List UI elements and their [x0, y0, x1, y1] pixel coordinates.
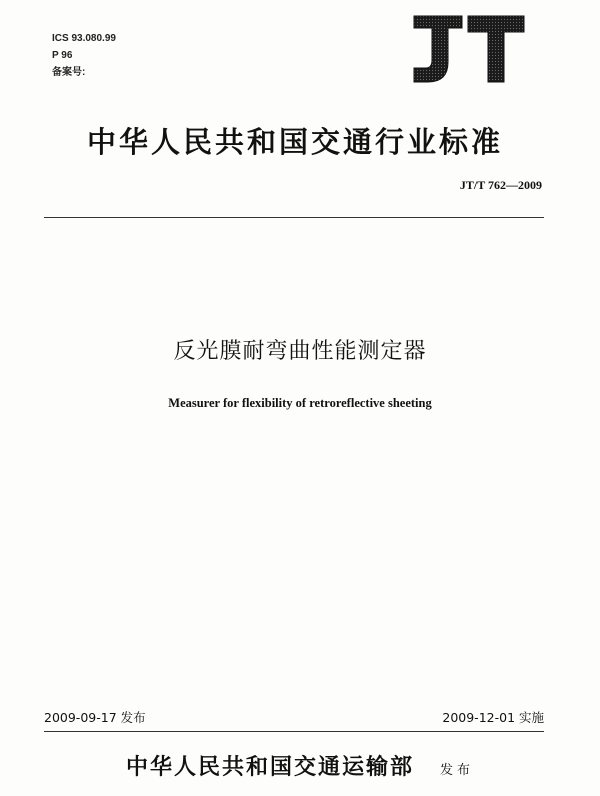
category-code: P 96	[52, 50, 73, 61]
publisher-line	[0, 750, 600, 781]
jt-logo	[404, 12, 528, 86]
standard-title: 中华人民共和国交通行业标准	[86, 125, 503, 159]
bottom-divider	[44, 731, 544, 732]
implementation-date: 2009-12-01 实施	[442, 710, 544, 725]
document-title-chinese: 反光膜耐弯曲性能测定器	[173, 339, 427, 364]
publisher-name: 中华人民共和国交通运输部	[125, 754, 414, 780]
document-title-english: Measurer for flexibility of retroreflective sheeting	[168, 396, 432, 410]
record-number: 备案号:	[52, 67, 86, 78]
classification-codes	[52, 30, 116, 81]
ics-code: ICS 93.080.99	[52, 33, 116, 44]
top-divider	[44, 217, 544, 218]
standard-number: JT/T 762—2009	[459, 178, 542, 192]
publish-label: 发布	[440, 763, 475, 778]
issue-date: 2009-09-17 发布	[44, 710, 146, 725]
